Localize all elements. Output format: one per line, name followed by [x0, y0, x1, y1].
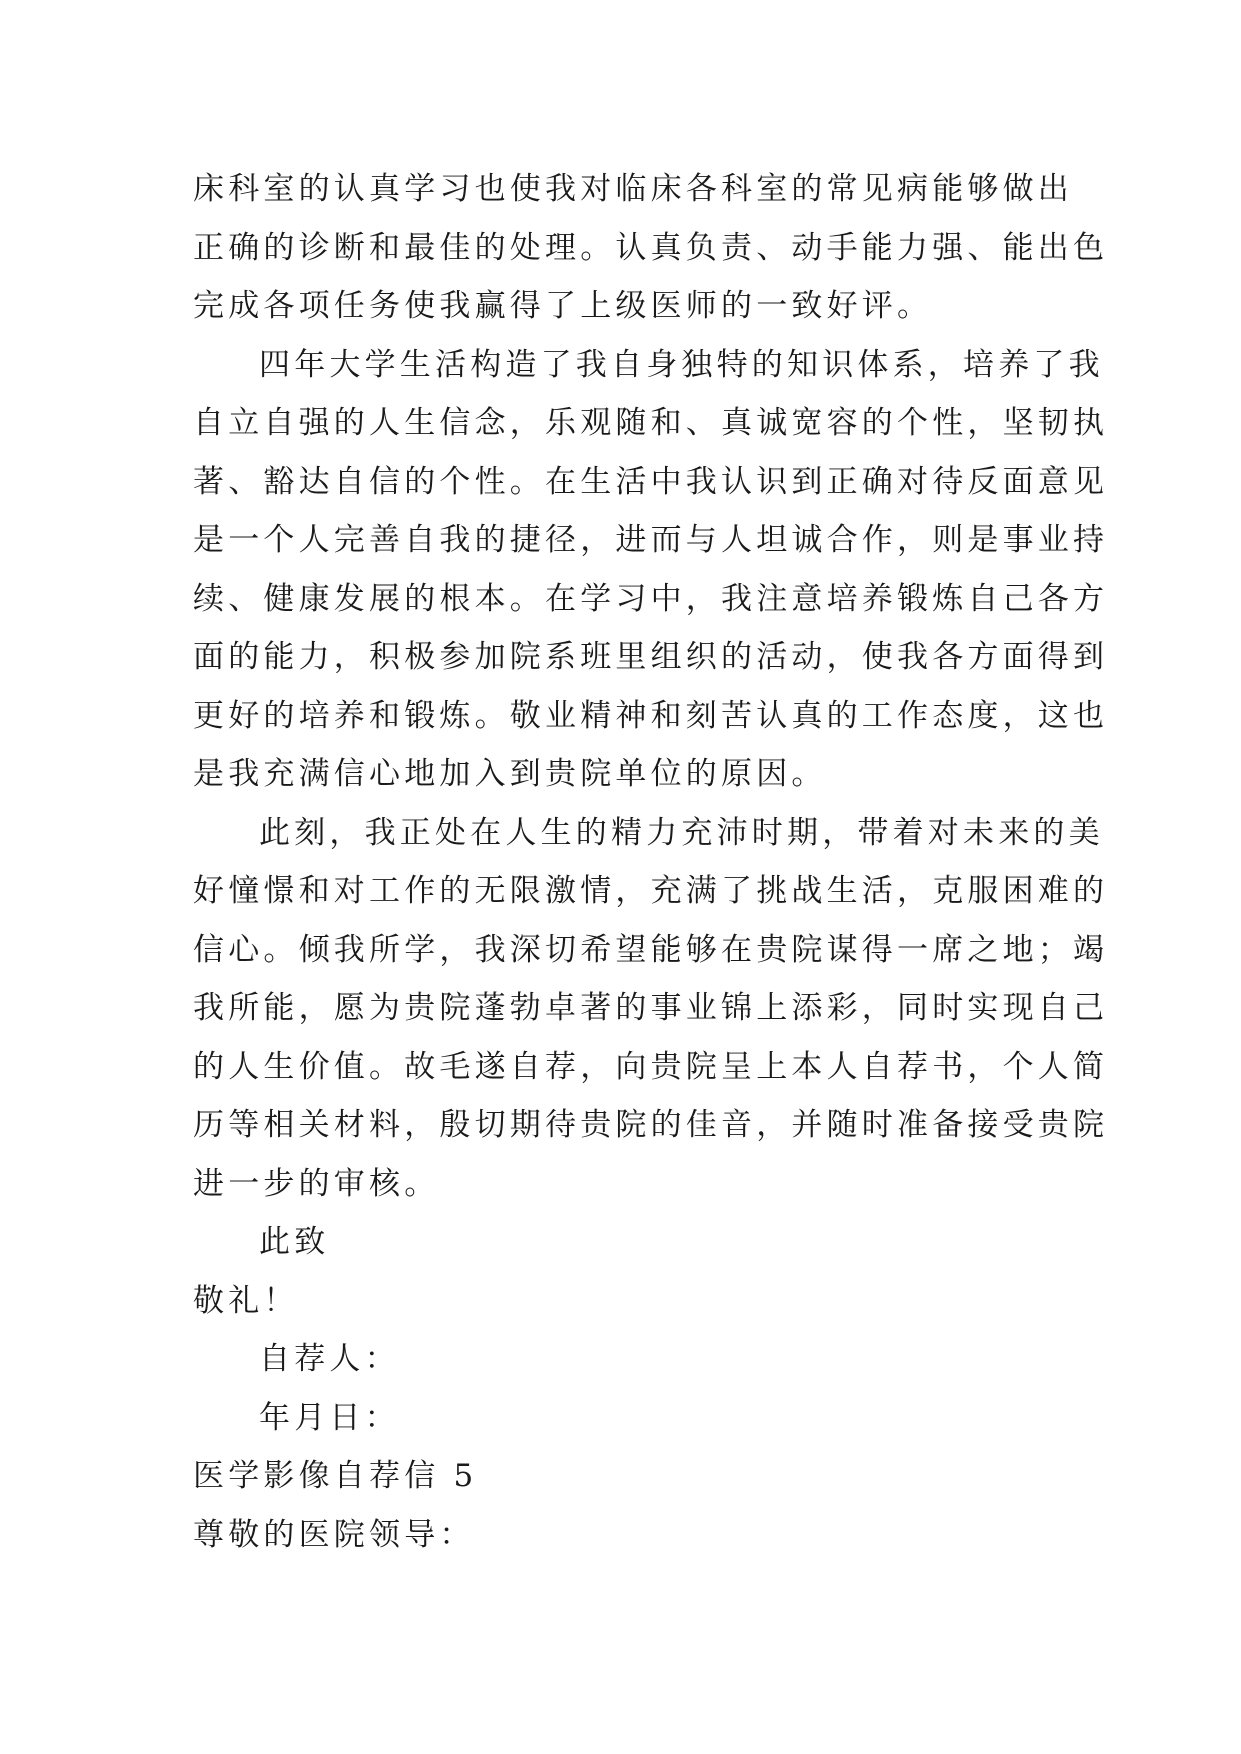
text-line: 我所能，愿为贵院蓬勃卓著的事业锦上添彩，同时实现自己	[193, 990, 1109, 1026]
text-line: 更好的培养和锻炼。敬业精神和刻苦认真的工作态度，这也	[193, 697, 1109, 734]
text-line: 著、豁达自信的个性。在生活中我认识到正确对待反面意见	[193, 463, 1109, 500]
text-line: 床科室的认真学习也使我对临床各科室的常见病能够做出	[193, 171, 1073, 207]
letter-body	[193, 160, 1109, 1564]
text-line: 进一步的审核。	[193, 1165, 440, 1202]
section-title: 医学影像自荐信 5	[193, 1458, 478, 1494]
text-line: 的人生价值。故毛遂自荐，向贵院呈上本人自荐书，个人简	[193, 1048, 1109, 1085]
text-line: 历等相关材料，殷切期待贵院的佳音，并随时准备接受贵院	[193, 1107, 1109, 1143]
paragraph-start-line: 此刻，我正处在人生的精力充沛时期，带着对未来的美	[259, 814, 1104, 851]
paragraph-start-line: 四年大学生活构造了我自身独特的知识体系，培养了我	[259, 346, 1104, 383]
closing-regards: 敬礼！	[193, 1282, 299, 1319]
text-line: 续、健康发展的根本。在学习中，我注意培养锻炼自己各方	[193, 580, 1109, 617]
text-line: 正确的诊断和最佳的处理。认真负责、动手能力强、能出色	[193, 229, 1109, 266]
signature-label: 自荐人：	[259, 1341, 400, 1377]
text-line: 是一个人完善自我的捷径，进而与人坦诚合作，则是事业持	[193, 522, 1109, 558]
text-line: 信心。倾我所学，我深切希望能够在贵院谋得一席之地；竭	[193, 931, 1109, 968]
greeting-line: 尊敬的医院领导：	[193, 1516, 475, 1553]
text-line: 完成各项任务使我赢得了上级医师的一致好评。	[193, 288, 933, 324]
text-line: 自立自强的人生信念，乐观随和、真诚宽容的个性，坚韧执	[193, 405, 1109, 441]
date-label: 年月日：	[259, 1399, 400, 1436]
text-line: 好憧憬和对工作的无限激情，充满了挑战生活，克服困难的	[193, 873, 1109, 909]
closing-salutation: 此致	[259, 1224, 330, 1260]
text-line: 是我充满信心地加入到贵院单位的原因。	[193, 756, 827, 792]
text-line: 面的能力，积极参加院系班里组织的活动，使我各方面得到	[193, 639, 1109, 675]
